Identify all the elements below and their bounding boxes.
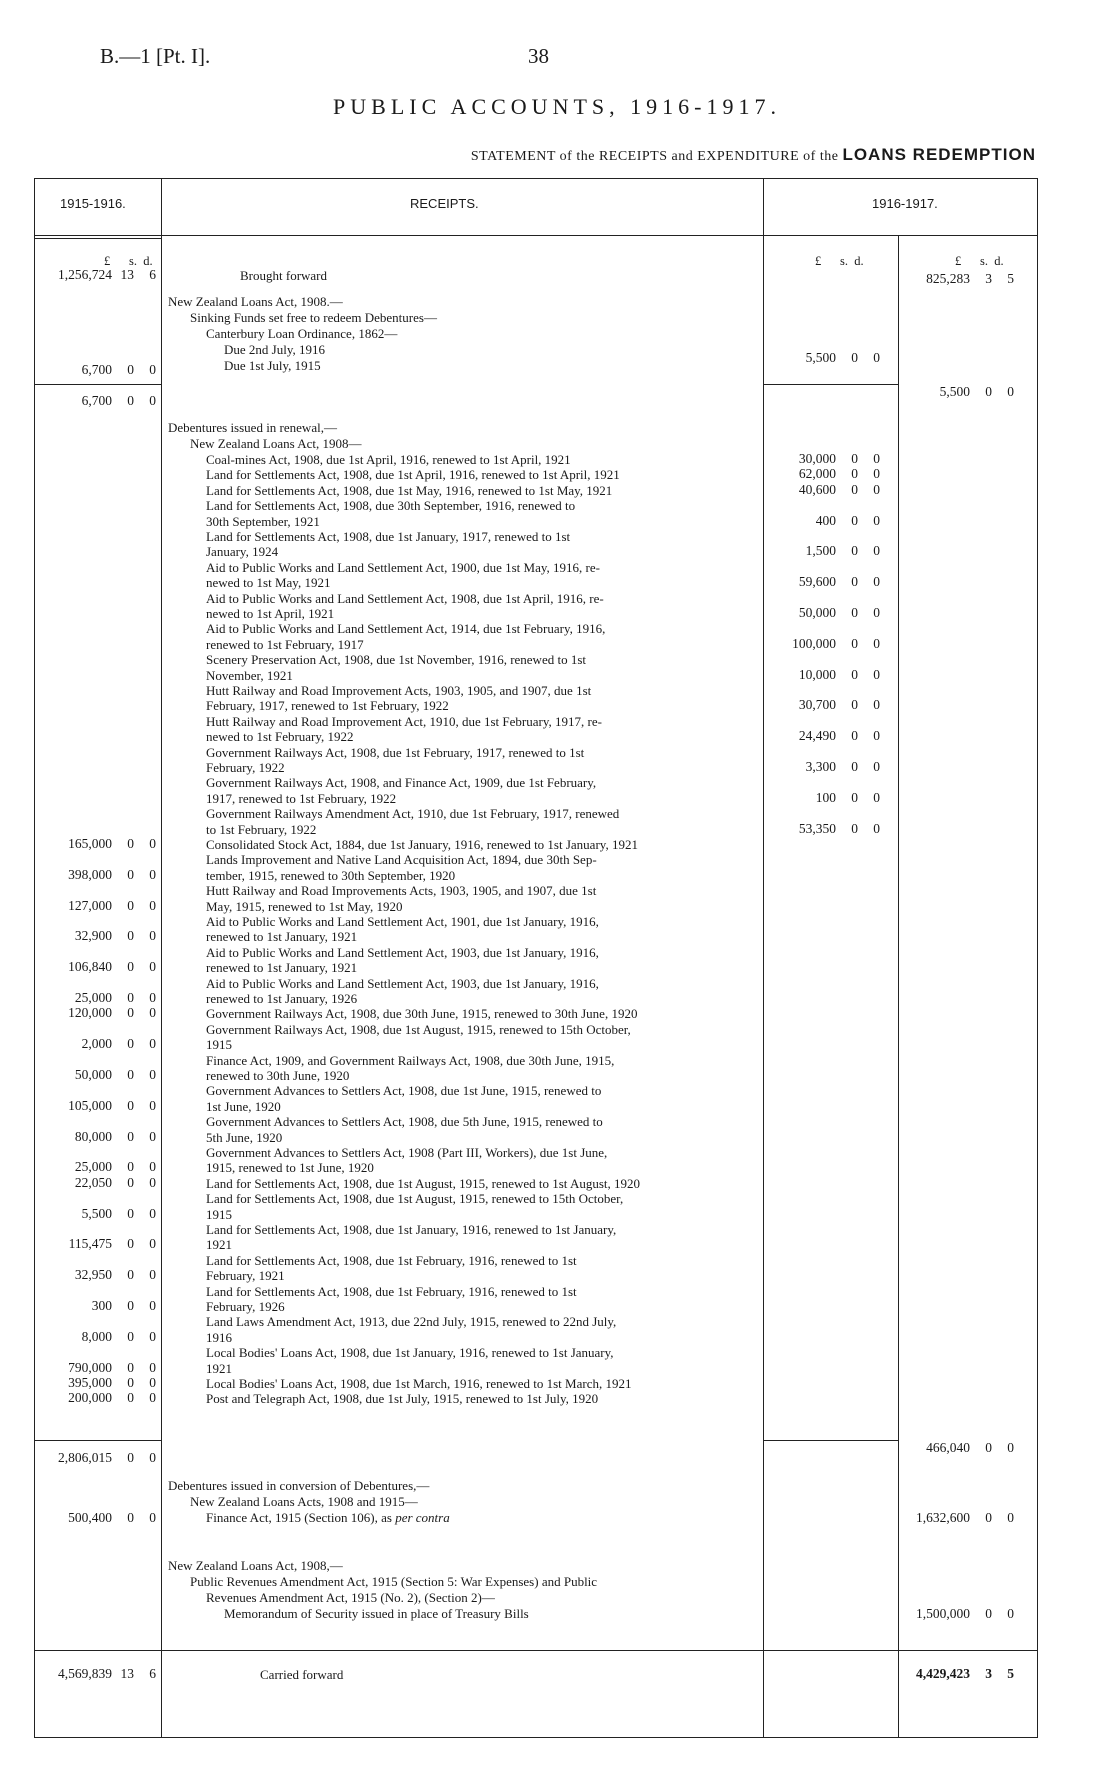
renewal-item-text: Government Railways Act, 1908, due 1st February, 1917, renewed to 1st bbox=[206, 744, 585, 760]
renewal-item-amount: 62,000 0 0 bbox=[798, 466, 880, 482]
renewal-item-amount: 400 0 0 bbox=[815, 512, 880, 528]
renewal-item-text: February, 1921 bbox=[206, 1268, 285, 1284]
column-divider bbox=[161, 178, 162, 1738]
currency-heads-total: £ s. d. bbox=[955, 254, 1004, 268]
renewal-item-text: May, 1915, renewed to 1st May, 1920 bbox=[206, 898, 403, 914]
renewal-item-text: 1915, renewed to 1st June, 1920 bbox=[206, 1160, 374, 1176]
renewal-item-text: Hutt Railway and Road Improvement Acts, 1903, 1905, and 1907, due 1st bbox=[206, 683, 592, 698]
section1-subtotal-total: 5,500 0 0 bbox=[939, 384, 1014, 399]
renewal-item-amount: 50,000 0 0 bbox=[798, 605, 880, 620]
renewal-item-amount: 100 0 0 bbox=[815, 789, 880, 805]
section4-heading: New Zealand Loans Act, 1908,— bbox=[168, 1558, 343, 1573]
section2-subtotal-total: 466,040 0 0 bbox=[926, 1440, 1014, 1455]
renewal-item-amount: 59,600 0 0 bbox=[798, 574, 880, 590]
renewal-item-text: Aid to Public Works and Land Settlement Act, 1908, due 1st April, 1916, re- bbox=[206, 590, 604, 606]
closing-prev-amount: 4,569,839 13 6 bbox=[58, 1666, 156, 1681]
renewal-item-text: Land for Settlements Act, 1908, due 30th September, 1916, renewed to bbox=[206, 498, 576, 514]
renewal-item-text: Land for Settlements Act, 1908, due 1st April, 1916, renewed to 1st April, 1921 bbox=[206, 467, 620, 483]
section1-due2-amount: 5,500 0 0 bbox=[805, 350, 880, 365]
section3-total-amount: 1,632,600 0 0 bbox=[916, 1510, 1014, 1525]
renewal-item-text: February, 1922 bbox=[206, 760, 285, 775]
renewal-item-text: 1921 bbox=[206, 1360, 232, 1376]
renewal-item-prev-amount: 22,050 0 0 bbox=[74, 1174, 156, 1190]
renewal-item-text: Land for Settlements Act, 1908, due 1st August, 1915, renewed to 1st August, 1920 bbox=[206, 1175, 641, 1191]
renewal-item-text: Local Bodies' Loans Act, 1908, due 1st January, 1916, renewed to 1st January, bbox=[206, 1345, 614, 1361]
renewal-item-text: Aid to Public Works and Land Settlement Act, 1900, due 1st May, 1916, re- bbox=[206, 559, 600, 575]
section2-subtotal-prev: 2,806,015 0 0 bbox=[58, 1450, 156, 1465]
renewal-item-prev-amount: 127,000 0 0 bbox=[68, 897, 156, 913]
renewal-item-text: 5th June, 1920 bbox=[206, 1129, 283, 1145]
renewal-item-amount: 40,600 0 0 bbox=[798, 481, 880, 497]
subtitle-emphasis: LOANS REDEMPTION bbox=[842, 145, 1036, 164]
section4-line: Memorandum of Security issued in place of Treasury Bills bbox=[224, 1606, 529, 1621]
closing-rule bbox=[34, 1650, 1038, 1651]
renewal-item-text: to 1st February, 1922 bbox=[206, 821, 317, 837]
renewal-item-text: Consolidated Stock Act, 1884, due 1st January, 1916, renewed to 1st January, 1921 bbox=[206, 837, 638, 852]
renewal-item-prev-amount: 50,000 0 0 bbox=[74, 1067, 156, 1082]
renewal-item-text: Government Railways Act, 1908, and Finance Act, 1909, due 1st February, bbox=[206, 775, 597, 791]
renewal-item-text: 1921 bbox=[206, 1237, 232, 1253]
statement-subtitle bbox=[471, 145, 1036, 165]
renewal-item-prev-amount: 25,000 0 0 bbox=[74, 1159, 156, 1175]
renewal-item-text: Hutt Railway and Road Improvement Act, 1910, due 1st February, 1917, re- bbox=[206, 713, 602, 729]
renewal-item-prev-amount: 398,000 0 0 bbox=[68, 866, 156, 882]
subtotal-rule bbox=[34, 1440, 162, 1441]
brought-forward-label: Brought forward bbox=[240, 268, 328, 283]
section3-subheading: New Zealand Loans Acts, 1908 and 1915— bbox=[190, 1494, 418, 1509]
renewal-item-prev-amount: 165,000 0 0 bbox=[68, 836, 156, 851]
section1-due-1st: Due 1st July, 1915 bbox=[224, 358, 321, 373]
renewal-item-text: February, 1917, renewed to 1st February, 1922 bbox=[206, 698, 449, 714]
page-number: 38 bbox=[528, 44, 549, 68]
renewal-item-text: Aid to Public Works and Land Settlement Act, 1914, due 1st February, 1916, bbox=[206, 621, 606, 637]
section2-heading: Debentures issued in renewal,— bbox=[168, 420, 337, 435]
renewal-item-text: renewed to 1st February, 1917 bbox=[206, 636, 364, 652]
document-title: PUBLIC ACCOUNTS, 1916-1917. bbox=[333, 94, 781, 119]
renewal-item-prev-amount: 395,000 0 0 bbox=[68, 1375, 156, 1390]
renewal-item-text: renewed to 1st January, 1926 bbox=[206, 991, 358, 1006]
column-head-receipts: RECEIPTS. bbox=[410, 196, 479, 211]
section4-line: Public Revenues Amendment Act, 1915 (Section 5: War Expenses) and Public bbox=[190, 1574, 598, 1589]
renewal-item-text: Hutt Railway and Road Improvements Acts, 1903, 1905, and 1907, due 1st bbox=[206, 883, 597, 899]
renewal-item-text: Scenery Preservation Act, 1908, due 1st November, 1916, renewed to 1st bbox=[206, 652, 587, 668]
renewal-item-text: Land for Settlements Act, 1908, due 1st February, 1916, renewed to 1st bbox=[206, 1252, 577, 1268]
renewal-item-text: Land for Settlements Act, 1908, due 1st May, 1916, renewed to 1st May, 1921 bbox=[206, 482, 613, 498]
renewal-item-text: renewed to 1st January, 1921 bbox=[206, 960, 358, 976]
section1-heading: New Zealand Loans Act, 1908.— bbox=[168, 294, 343, 309]
renewal-item-prev-amount: 120,000 0 0 bbox=[68, 1005, 156, 1021]
renewal-item-prev-amount: 25,000 0 0 bbox=[74, 990, 156, 1005]
renewal-item-text: Aid to Public Works and Land Settlement Act, 1903, due 1st January, 1916, bbox=[206, 944, 599, 960]
renewal-item-amount: 1,500 0 0 bbox=[805, 543, 880, 559]
currency-heads-current: £ s. d. bbox=[815, 254, 864, 268]
renewal-item-amount: 30,700 0 0 bbox=[798, 697, 880, 713]
column-divider bbox=[898, 235, 899, 1738]
section2-subheading: New Zealand Loans Act, 1908— bbox=[190, 436, 362, 451]
renewal-item-text: Coal-mines Act, 1908, due 1st April, 1916, renewed to 1st April, 1921 bbox=[206, 452, 571, 467]
closing-total-amount: 4,429,423 3 5 bbox=[916, 1666, 1014, 1681]
section3-line: Finance Act, 1915 (Section 106), as per contra bbox=[206, 1510, 450, 1525]
renewal-item-prev-amount: 5,500 0 0 bbox=[81, 1205, 156, 1221]
renewal-item-text: 1915 bbox=[206, 1206, 232, 1222]
section1-subheading: Sinking Funds set free to redeem Debentures— bbox=[190, 310, 437, 325]
renewal-item-prev-amount: 32,950 0 0 bbox=[74, 1267, 156, 1283]
renewal-item-text: Local Bodies' Loans Act, 1908, due 1st March, 1916, renewed to 1st March, 1921 bbox=[206, 1376, 632, 1391]
renewal-item-text: November, 1921 bbox=[206, 667, 293, 683]
renewal-item-text: Land for Settlements Act, 1908, due 1st January, 1916, renewed to 1st January, bbox=[206, 1222, 617, 1237]
renewal-item-text: Government Advances to Settlers Act, 1908, due 5th June, 1915, renewed to bbox=[206, 1114, 603, 1130]
renewal-item-prev-amount: 200,000 0 0 bbox=[68, 1390, 156, 1406]
section3-prev-amount: 500,400 0 0 bbox=[68, 1510, 156, 1525]
renewal-item-prev-amount: 2,000 0 0 bbox=[81, 1036, 156, 1052]
renewal-item-prev-amount: 32,900 0 0 bbox=[74, 928, 156, 944]
header-rule bbox=[34, 235, 1038, 236]
renewal-item-text: February, 1926 bbox=[206, 1299, 285, 1314]
renewal-item-text: Finance Act, 1909, and Government Railways Act, 1908, due 30th June, 1915, bbox=[206, 1052, 615, 1068]
renewal-item-text: Government Advances to Settlers Act, 1908 (Part III, Workers), due 1st June, bbox=[206, 1145, 608, 1160]
renewal-item-prev-amount: 8,000 0 0 bbox=[81, 1328, 156, 1344]
renewal-item-text: Lands Improvement and Native Land Acquisition Act, 1894, due 30th Sep- bbox=[206, 852, 597, 868]
column-head-curr-year: 1916-1917. bbox=[872, 196, 938, 211]
renewal-item-text: Government Railways Act, 1908, due 1st August, 1915, renewed to 15th October, bbox=[206, 1021, 631, 1037]
page-header-left: B.—1 [Pt. I]. bbox=[100, 44, 211, 68]
renewal-item-text: Land for Settlements Act, 1908, due 1st February, 1916, renewed to 1st bbox=[206, 1283, 577, 1299]
renewal-item-text: Government Railways Amendment Act, 1910, due 1st February, 1917, renewed bbox=[206, 806, 620, 822]
renewal-item-text: renewed to 1st January, 1921 bbox=[206, 929, 358, 945]
section1-due-2nd: Due 2nd July, 1916 bbox=[224, 342, 325, 357]
renewal-item-amount: 53,350 0 0 bbox=[798, 820, 880, 836]
renewal-item-text: renewed to 30th June, 1920 bbox=[206, 1068, 350, 1083]
renewal-item-text: tember, 1915, renewed to 30th September, 1920 bbox=[206, 867, 456, 883]
currency-heads-prev: £ s. d. bbox=[104, 254, 153, 268]
opening-prev-amount: 1,256,724 13 6 bbox=[58, 267, 156, 282]
renewal-item-text: Government Railways Act, 1908, due 30th June, 1915, renewed to 30th June, 1920 bbox=[206, 1006, 638, 1022]
renewal-item-text: 30th September, 1921 bbox=[206, 513, 320, 529]
section1-due1-prev-amount: 6,700 0 0 bbox=[81, 362, 156, 377]
section4-total-amount: 1,500,000 0 0 bbox=[916, 1606, 1014, 1621]
renewal-item-text: Government Advances to Settlers Act, 1908, due 1st June, 1915, renewed to bbox=[206, 1083, 602, 1099]
renewal-item-text: Land for Settlements Act, 1908, due 1st August, 1915, renewed to 15th October, bbox=[206, 1191, 624, 1207]
renewal-item-text: 1st June, 1920 bbox=[206, 1098, 281, 1114]
renewal-item-text: 1916 bbox=[206, 1329, 232, 1345]
renewal-item-text: Aid to Public Works and Land Settlement Act, 1901, due 1st January, 1916, bbox=[206, 914, 599, 929]
renewal-item-prev-amount: 80,000 0 0 bbox=[74, 1128, 156, 1144]
renewal-item-text: Land Laws Amendment Act, 1913, due 22nd July, 1915, renewed to 22nd July, bbox=[206, 1314, 617, 1330]
renewal-item-text: newed to 1st April, 1921 bbox=[206, 606, 335, 621]
section1-subtotal-prev: 6,700 0 0 bbox=[81, 393, 156, 408]
renewal-item-prev-amount: 115,475 0 0 bbox=[68, 1236, 156, 1252]
subtotal-rule bbox=[763, 384, 898, 385]
header-rule bbox=[34, 238, 162, 239]
section1-ordinance: Canterbury Loan Ordinance, 1862— bbox=[206, 326, 398, 341]
renewal-item-prev-amount: 300 0 0 bbox=[91, 1298, 156, 1313]
carried-forward-label: Carried forward bbox=[260, 1667, 344, 1682]
renewal-item-text: newed to 1st May, 1921 bbox=[206, 575, 331, 591]
renewal-item-amount: 3,300 0 0 bbox=[805, 759, 880, 774]
renewal-item-text: 1917, renewed to 1st February, 1922 bbox=[206, 790, 397, 806]
renewal-item-text: January, 1924 bbox=[206, 544, 279, 560]
subtotal-rule bbox=[34, 384, 162, 385]
opening-total-amount: 825,283 3 5 bbox=[926, 271, 1014, 286]
renewal-item-text: Post and Telegraph Act, 1908, due 1st July, 1915, renewed to 1st July, 1920 bbox=[206, 1391, 599, 1407]
renewal-item-prev-amount: 790,000 0 0 bbox=[68, 1359, 156, 1375]
renewal-item-amount: 10,000 0 0 bbox=[798, 666, 880, 682]
subtotal-rule bbox=[763, 1440, 898, 1441]
subtitle-prefix: STATEMENT of the RECEIPTS and EXPENDITURE of the bbox=[470, 149, 839, 164]
renewal-item-prev-amount: 105,000 0 0 bbox=[68, 1097, 156, 1113]
renewal-item-text: 1915 bbox=[206, 1037, 232, 1053]
per-contra: per contra bbox=[395, 1510, 450, 1525]
renewal-item-amount: 30,000 0 0 bbox=[798, 451, 880, 466]
renewal-item-text: Aid to Public Works and Land Settlement Act, 1903, due 1st January, 1916, bbox=[206, 975, 599, 991]
renewal-item-text: newed to 1st February, 1922 bbox=[206, 729, 354, 745]
renewal-item-prev-amount: 106,840 0 0 bbox=[68, 959, 156, 975]
section4-line: Revenues Amendment Act, 1915 (No. 2), (Section 2)— bbox=[206, 1590, 495, 1605]
column-divider bbox=[763, 178, 764, 1738]
renewal-item-amount: 24,490 0 0 bbox=[798, 728, 880, 744]
renewal-item-amount: 100,000 0 0 bbox=[792, 635, 880, 651]
renewal-item-text: Land for Settlements Act, 1908, due 1st January, 1917, renewed to 1st bbox=[206, 529, 571, 544]
section3-heading: Debentures issued in conversion of Debentures,— bbox=[168, 1478, 430, 1493]
column-head-prev-year: 1915-1916. bbox=[60, 196, 126, 211]
